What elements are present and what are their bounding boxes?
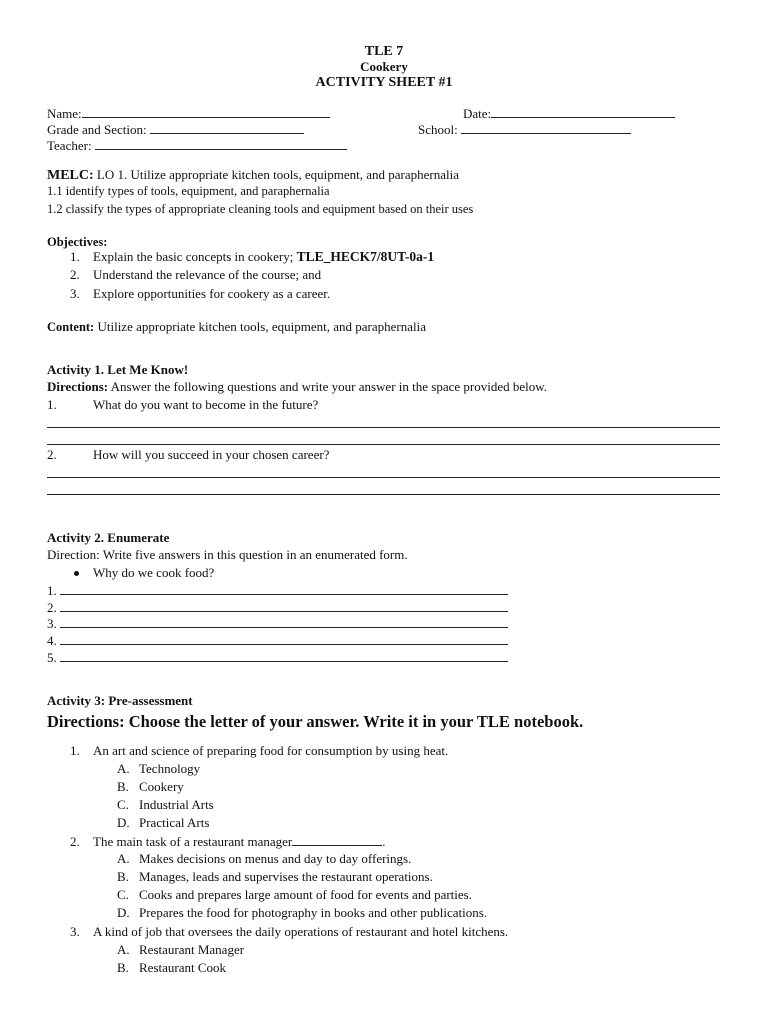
- choice-letter: D.: [117, 815, 130, 830]
- objective-num: 1.: [70, 249, 80, 264]
- objective-3: [70, 286, 330, 302]
- question-num: 1.: [70, 743, 80, 758]
- pre-question-3: [70, 924, 508, 940]
- date-label: Date:: [463, 106, 492, 121]
- answer-line[interactable]: [47, 444, 720, 445]
- choice-text: Practical Arts: [139, 815, 210, 830]
- activity2-title: Activity 2. Enumerate: [47, 530, 170, 545]
- enum-item[interactable]: [47, 599, 508, 616]
- activity1-directions-label: Directions:: [47, 379, 109, 394]
- enum-item[interactable]: [47, 649, 508, 666]
- choice[interactable]: [117, 905, 487, 921]
- choice[interactable]: [117, 887, 472, 903]
- answer-line[interactable]: [47, 477, 720, 478]
- choice-letter: A.: [117, 851, 130, 866]
- enum-num: 2.: [47, 600, 57, 615]
- choice-text: Restaurant Manager: [139, 942, 245, 957]
- choice[interactable]: [117, 779, 184, 795]
- teacher-field[interactable]: [47, 137, 347, 154]
- question-text-end: .: [382, 834, 386, 849]
- enum-item[interactable]: [47, 582, 508, 599]
- date-blank[interactable]: [491, 105, 675, 118]
- activity1-directions-text: Answer the following questions and write your answer in the space provided below.: [108, 379, 548, 394]
- enum-item[interactable]: [47, 615, 508, 632]
- content-line: [47, 319, 426, 335]
- activity1-question-2: [47, 447, 329, 463]
- content-text: Utilize appropriate kitchen tools, equipment, and paraphernalia: [94, 319, 426, 334]
- enum-num: 3.: [47, 616, 57, 631]
- enum-num: 5.: [47, 650, 57, 665]
- grade-blank[interactable]: [150, 121, 304, 134]
- question-text: How will you succeed in your chosen career?: [93, 447, 330, 462]
- question-num: 1.: [47, 397, 57, 412]
- activity1-directions: [47, 379, 547, 395]
- choice[interactable]: [117, 761, 200, 777]
- sheet-title: ACTIVITY SHEET #1: [315, 75, 453, 90]
- grade-label: Grade and Section:: [47, 122, 147, 137]
- question-text: The main task of a restaurant manager: [93, 834, 293, 849]
- question-text: What do you want to become in the future?: [93, 397, 319, 412]
- enum-blank[interactable]: [60, 615, 508, 628]
- choice-text: Prepares the food for photography in books and other publications.: [139, 905, 488, 920]
- choice[interactable]: [117, 869, 433, 885]
- answer-line[interactable]: [47, 494, 720, 495]
- choice[interactable]: [117, 851, 411, 867]
- teacher-blank[interactable]: [95, 137, 347, 150]
- question-text: An art and science of preparing food for consumption by using heat.: [93, 743, 449, 758]
- doc-subtitle: Cookery: [360, 59, 408, 74]
- enum-blank[interactable]: [60, 649, 508, 662]
- activity3-directions: Directions: Choose the letter of your answer. Write it in your TLE notebook.: [47, 712, 584, 731]
- choice-letter: A.: [117, 942, 130, 957]
- doc-title: TLE 7: [364, 44, 404, 59]
- content-label: Content:: [47, 320, 95, 334]
- enum-item[interactable]: [47, 632, 508, 649]
- date-field[interactable]: [463, 105, 675, 122]
- pre-question-2: [70, 833, 386, 850]
- choice-text: Technology: [139, 761, 201, 776]
- choice[interactable]: [117, 960, 226, 976]
- choice[interactable]: [117, 815, 209, 831]
- choice-letter: B.: [117, 779, 129, 794]
- activity2-question: Why do we cook food?: [93, 565, 215, 580]
- melc-line: [47, 167, 459, 184]
- melc-item-2: 1.2 classify the types of appropriate cleaning tools and equipment based on their uses: [47, 202, 474, 216]
- enum-blank[interactable]: [60, 582, 508, 595]
- melc-item-1: 1.1 identify types of tools, equipment, and paraphernalia: [47, 184, 330, 198]
- choice-letter: B.: [117, 960, 129, 975]
- melc-text: LO 1. Utilize appropriate kitchen tools, equipment, and paraphernalia: [93, 167, 459, 182]
- answer-line[interactable]: [47, 427, 720, 428]
- choice-letter: C.: [117, 887, 129, 902]
- choice[interactable]: [117, 797, 214, 813]
- name-label: Name:: [47, 106, 82, 121]
- objective-num: 2.: [70, 267, 80, 282]
- enum-num: 1.: [47, 583, 57, 598]
- question-num: 2.: [70, 834, 80, 849]
- choice-letter: A.: [117, 761, 130, 776]
- choice-text: Cooks and prepares large amount of food for events and parties.: [139, 887, 472, 902]
- grade-field[interactable]: [47, 121, 304, 138]
- objectives-label: Objectives:: [47, 235, 108, 249]
- activity1-title: Activity 1. Let Me Know!: [47, 362, 189, 377]
- enum-blank[interactable]: [60, 599, 508, 612]
- teacher-label: Teacher:: [47, 138, 92, 153]
- activity2-direction: Direction: Write five answers in this question in an enumerated form.: [47, 547, 408, 562]
- choice-text: Makes decisions on menus and day to day offerings.: [139, 851, 412, 866]
- choice-text: Manages, leads and supervises the restaurant operations.: [139, 869, 433, 884]
- objective-code: TLE_HECK7/8UT-0a-1: [296, 249, 435, 264]
- choice-text: Industrial Arts: [139, 797, 214, 812]
- pre-question-1: [70, 743, 448, 759]
- school-label: School:: [418, 122, 458, 137]
- question-blank[interactable]: [292, 833, 382, 846]
- school-blank[interactable]: [461, 121, 631, 134]
- question-num: 2.: [47, 447, 57, 462]
- enum-num: 4.: [47, 633, 57, 648]
- choice-text: Cookery: [139, 779, 184, 794]
- choice-text: Restaurant Cook: [139, 960, 227, 975]
- name-blank[interactable]: [82, 105, 330, 118]
- objective-text: Explain the basic concepts in cookery;: [93, 249, 297, 264]
- question-text: A kind of job that oversees the daily operations of restaurant and hotel kitchens.: [93, 924, 509, 939]
- name-field[interactable]: [47, 105, 330, 122]
- school-field[interactable]: [418, 121, 631, 138]
- bullet-icon: [74, 571, 79, 576]
- objective-text: Explore opportunities for cookery as a career.: [93, 286, 331, 301]
- choice-letter: B.: [117, 869, 129, 884]
- melc-label: MELC:: [47, 168, 94, 183]
- objective-1: [70, 249, 434, 265]
- choice[interactable]: [117, 942, 244, 958]
- objective-num: 3.: [70, 286, 80, 301]
- activity1-question-1: [47, 397, 318, 413]
- choice-letter: C.: [117, 797, 129, 812]
- activity3-title: Activity 3: Pre-assessment: [47, 693, 193, 708]
- objective-2: [70, 267, 321, 283]
- question-num: 3.: [70, 924, 80, 939]
- choice-letter: D.: [117, 905, 130, 920]
- enum-blank[interactable]: [60, 632, 508, 645]
- objective-text: Understand the relevance of the course; and: [93, 267, 322, 282]
